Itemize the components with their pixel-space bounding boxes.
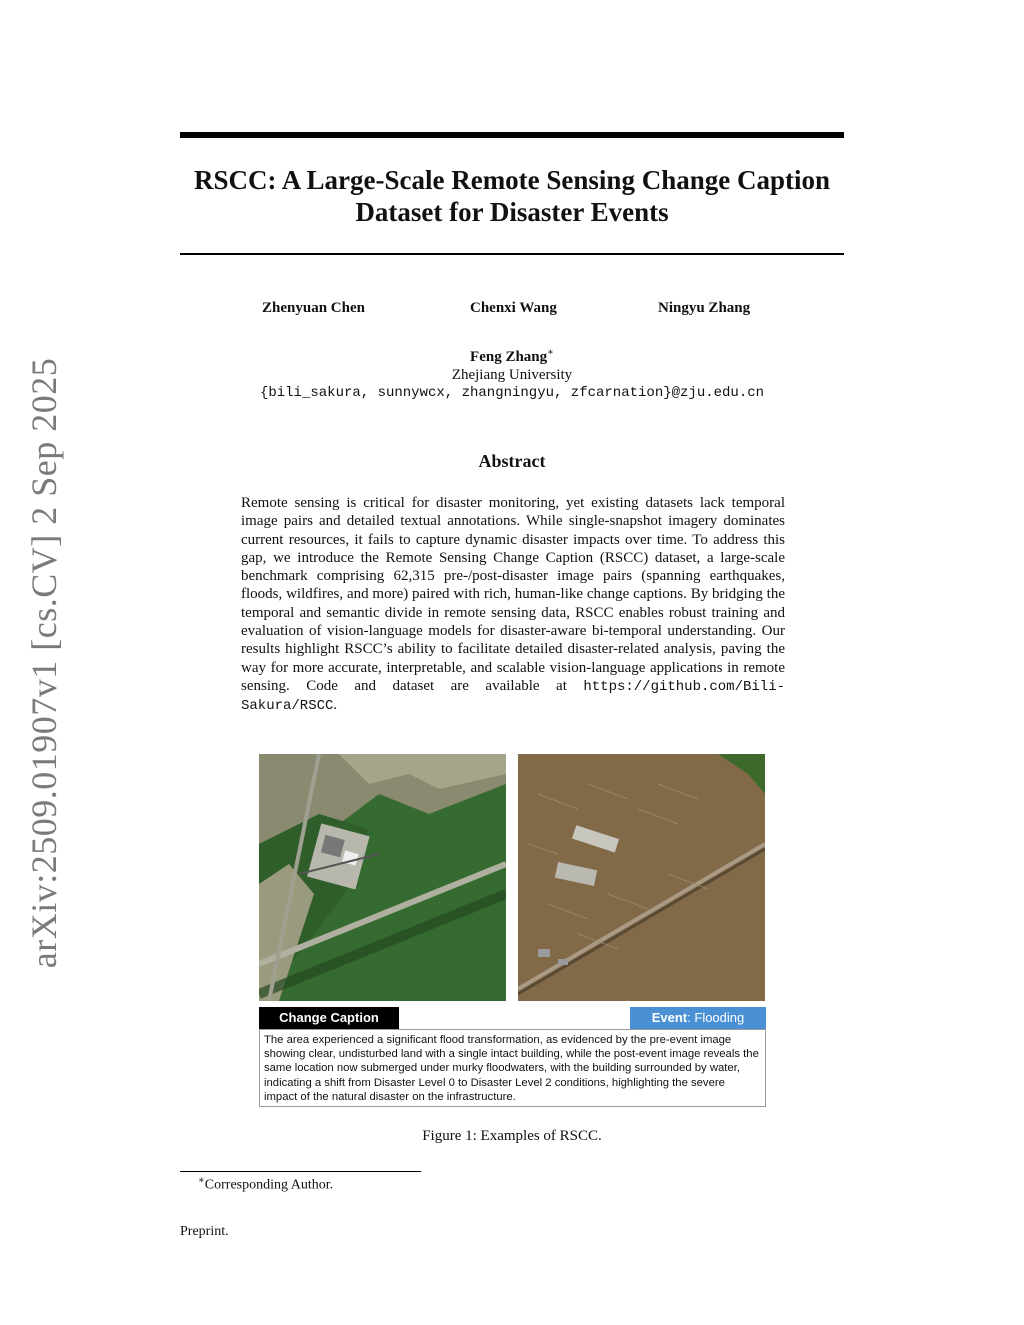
abstract-text: Remote sensing is critical for disaster monitoring, yet existing datasets lack temporal image pairs and detailed textual annotations. While single-snapshot imagery dominates current resources, it fails to capture dynamic disaster impacts over time. To address this gap, we introduce the Remote Sensing Change Caption (RSCC) dataset, a large-scale benchmark comprising 62,315 pre-/post-disaster image pairs (spanning earthquakes, floods, wildfires, and more) paired with rich, human-like change captions. By bridging the temporal and semantic divide in remote sensing data, RSCC enables robust training and evaluation of vision-language models for disaster-aware bi-temporal understanding. Our results highlight RSCC’s ability to facilitate detailed disaster-related analysis, paving the way for more accurate, interpretable, and scalable vision-language applications in remote sensing. Code and dataset are available at <box>241 495 785 694</box>
corresponding-mark: ∗ <box>547 347 554 358</box>
footnote-mark: ∗ <box>198 1175 205 1186</box>
abstract-heading: Abstract <box>478 451 546 471</box>
event-label: Event <box>651 1010 688 1025</box>
event-tag: Event: Flooding <box>630 1007 766 1029</box>
arxiv-stamp: arXiv:2509.01907v1 [cs.CV] 2 Sep 2025 <box>24 357 64 969</box>
figure-caption: Figure 1: Examples of RSCC. <box>422 1128 602 1144</box>
author-1: Zhenyuan Chen <box>262 300 365 316</box>
repo-link[interactable]: https://github.com/Bili-Sakura/RSCC <box>241 678 785 715</box>
author-3: Ningyu Zhang <box>658 300 751 316</box>
paper-title: RSCC: A Large-Scale Remote Sensing Change Caption Dataset for Disaster Events <box>193 165 830 227</box>
event-value: Flooding <box>694 1010 745 1025</box>
affiliation: Zhejiang University <box>451 367 573 383</box>
footnote-text: Corresponding Author. <box>204 1177 334 1193</box>
post-event-image <box>518 754 765 1001</box>
footnote-rule <box>180 1171 421 1172</box>
corresponding-author: Feng Zhang <box>470 349 548 365</box>
corresponding-author-line <box>180 347 844 366</box>
title-top-rule <box>180 132 844 138</box>
change-caption-label: Change Caption <box>259 1007 399 1029</box>
change-caption-text: The area experienced a significant flood transformation, as evidenced by the pre-event image showing clear, undisturbed land with a single intact building, while the post-event image reveals the same location now submerged under murky floodwaters, with the building surrounded by water, indicating a shift from Disaster Level 0 to Disaster Level 2 conditions, highlighting the severe impact of the natural disaster on the infrastructure. <box>259 1029 766 1107</box>
footnote <box>198 1175 333 1194</box>
abstract-end: . <box>333 697 338 714</box>
abstract-body <box>241 494 785 716</box>
author-2: Chenxi Wang <box>470 300 557 316</box>
author-emails: {bili_sakura, sunnywcx, zhangningyu, zfcarnation}@zju.edu.cn <box>259 385 765 401</box>
pre-event-image <box>259 754 506 1001</box>
title-bottom-rule <box>180 253 844 255</box>
preprint-label: Preprint. <box>180 1224 229 1239</box>
